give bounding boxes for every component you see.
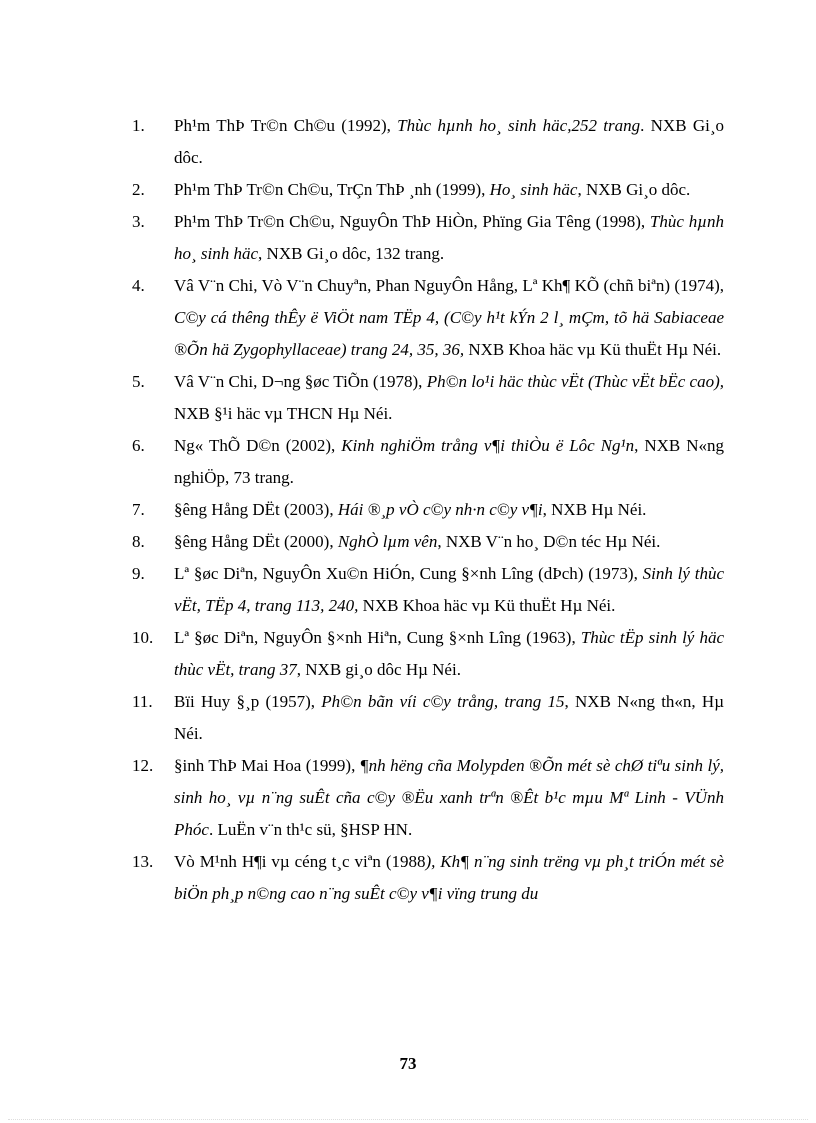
reference-publisher: , NXB V¨n ho¸ D©n téc Hµ Néi. [437, 532, 661, 551]
reference-publisher: . LuËn v¨n th¹c sü, §HSP HN. [208, 820, 413, 839]
reference-title: ), Kh¶ n¨ng sinh trëng vµ ph¸t triÓn mét sè biÖn ph¸p n©ng cao n¨ng suÊt c©y v¶i vïng trung du [174, 852, 724, 903]
reference-title: Hái ®¸p vÒ c©y nh·n c©y v¶i [337, 500, 543, 519]
reference-publisher: NXB Khoa häc vµ Kü thuËt Hµ Néi. [358, 596, 616, 615]
reference-authors: Vò M¹nh H¶i vµ céng t¸c viªn (1988 [174, 852, 426, 871]
reference-publisher: , NXB Gi¸o dôc. [577, 180, 691, 199]
reference-title: Ph©n lo¹i häc thùc vËt (Thùc vËt bËc cao), [426, 372, 724, 391]
reference-number: 9. [132, 564, 145, 583]
reference-authors: Ph¹m ThÞ Tr©n Ch©u (1992), [174, 116, 398, 135]
reference-number: 11. [132, 692, 153, 711]
reference-number: 1. [132, 116, 145, 135]
reference-item [132, 270, 724, 366]
reference-title: NghÒ lµm vên [337, 532, 438, 551]
reference-publisher: , NXB Gi¸o dôc, 132 trang. [258, 244, 445, 263]
reference-text [174, 180, 690, 199]
reference-list [132, 110, 724, 910]
reference-number: 7. [132, 500, 145, 519]
reference-authors: §inh ThÞ Mai Hoa (1999), [174, 756, 360, 775]
reference-title: Sinh lý thùc vËt, TËp 4, trang 113, 240, [174, 564, 724, 615]
reference-number: 13. [132, 852, 154, 871]
reference-item [132, 366, 724, 430]
reference-item [132, 750, 724, 846]
reference-title: Thùc hµnh ho¸ sinh häc [174, 212, 724, 263]
reference-item [132, 846, 724, 910]
reference-publisher: , NXB Hµ Néi. [542, 500, 647, 519]
reference-publisher: NXB §¹i häc vµ THCN Hµ Néi. [174, 404, 393, 423]
reference-text [174, 212, 724, 263]
reference-number: 2. [132, 180, 145, 199]
reference-text [174, 500, 646, 519]
reference-item [132, 494, 724, 526]
page-number: 73 [399, 1054, 417, 1073]
reference-item [132, 622, 724, 686]
reference-title: Ho¸ sinh häc [489, 180, 578, 199]
reference-publisher: , NXB N«ng nghiÖp, 73 trang. [174, 436, 724, 487]
reference-number: 8. [132, 532, 145, 551]
reference-item [132, 206, 724, 270]
reference-item [132, 686, 724, 750]
reference-text [174, 692, 724, 743]
reference-item [132, 526, 724, 558]
reference-text [174, 628, 724, 679]
reference-publisher: , NXB N«ng th«n, Hµ Néi. [174, 692, 724, 743]
reference-authors: Ph¹m ThÞ Tr©n Ch©u, NguyÔn ThÞ HiÒn, Phïng Gia Têng (1998), [174, 212, 650, 231]
reference-title: Kinh nghiÖm trång v¶i thiÒu ë Lôc Ng¹n [341, 436, 635, 455]
reference-authors: Vâ V¨n Chi, D¬ng §øc TiÕn (1978), [174, 372, 427, 391]
reference-authors: §êng Hång DËt (2003), [174, 500, 338, 519]
page-divider [8, 1119, 808, 1120]
reference-authors: §êng Hång DËt (2000), [174, 532, 338, 551]
reference-publisher: . NXB Gi¸o dôc. [174, 116, 724, 167]
reference-publisher: NXB Khoa häc vµ Kü thuËt Hµ Néi. [464, 340, 722, 359]
reference-authors: Vâ V¨n Chi, Vò V¨n Chuyªn, Phan NguyÔn Hång, Lª Kh¶ KÕ (chñ biªn) (1974), [174, 276, 724, 295]
reference-number: 5. [132, 372, 145, 391]
reference-text [174, 276, 724, 359]
reference-authors: Bïi Huy §¸p (1957), [174, 692, 322, 711]
reference-title: Ph©n bãn víi c©y trång, trang 15 [321, 692, 565, 711]
reference-text [174, 116, 724, 167]
reference-number: 10. [132, 628, 154, 647]
reference-text [174, 852, 724, 903]
reference-authors: Ph¹m ThÞ Tr©n Ch©u, TrÇn ThÞ ¸nh (1999), [174, 180, 490, 199]
reference-item [132, 110, 724, 174]
reference-item [132, 558, 724, 622]
reference-number: 4. [132, 276, 145, 295]
reference-number: 12. [132, 756, 154, 775]
reference-text [174, 372, 724, 423]
reference-title: Thùc hµnh ho¸ sinh häc,252 trang [397, 116, 641, 135]
reference-text [174, 436, 724, 487]
reference-text [174, 532, 660, 551]
reference-title: C©y cá thêng thÊy ë ViÖt nam TËp 4, (C©y h¹t kÝn 2 l¸ mÇm, tõ hä Sabiaceae ®Õn hä Zygophyllaceae) trang 24, 35, 36, [174, 308, 724, 359]
reference-authors: Ng« ThÕ D©n (2002), [174, 436, 342, 455]
reference-authors: Lª §øc Diªn, NguyÔn §×nh Hiªn, Cung §×nh Lîng (1963), [174, 628, 581, 647]
reference-text [174, 756, 724, 839]
reference-number: 6. [132, 436, 145, 455]
reference-text [174, 564, 724, 615]
reference-title: ¶nh hëng cña Molypden ®Õn mét sè chØ tiªu sinh lý, sinh ho¸ vµ n¨ng suÊt cña c©y ®Ëu xanh trªn ®Êt b¹c mµu Mª Linh - VÜnh Phóc [174, 756, 724, 839]
reference-item [132, 174, 724, 206]
reference-title: Thùc tËp sinh lý häc thùc vËt, trang 37 [174, 628, 724, 679]
reference-authors: Lª §øc Diªn, NguyÔn Xu©n HiÓn, Cung §×nh Lîng (dÞch) (1973), [174, 564, 643, 583]
reference-publisher: , NXB gi¸o dôc Hµ Néi. [296, 660, 461, 679]
reference-item [132, 430, 724, 494]
reference-number: 3. [132, 212, 145, 231]
